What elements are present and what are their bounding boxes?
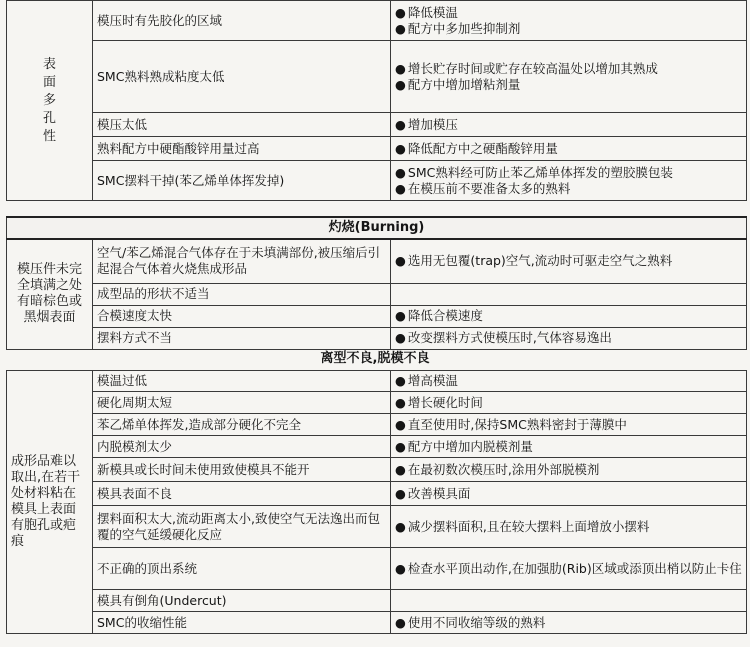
cause-cell: 摆料面积太大,流动距离太小,致使空气无法逸出而包覆的空气延缓硬化反应 [93, 506, 391, 548]
cause-cell: 成型品的形状不适当 [93, 283, 391, 305]
remedy-item: ● SMC熟料经可防止苯乙烯单体挥发的塑胶膜包装 [395, 165, 742, 181]
remedy-item: ● 增长硬化时间 [395, 395, 742, 411]
remedy-item: ● 选用无包覆(trap)空气,流动时可驱走空气之熟料 [395, 253, 742, 269]
remedy-item: ● 直至使用时,保持SMC熟料密封于薄膜中 [395, 417, 742, 433]
porosity-issue-cell: 表 面 多 孔 性 [7, 1, 93, 201]
remedy-cell [391, 305, 747, 327]
cause-cell: 不正确的顶出系统 [93, 548, 391, 590]
cause-cell: SMC熟料熟成粘度太低 [93, 41, 391, 113]
remedy-cell [391, 436, 747, 458]
cause-cell: 模压时有先胶化的区域 [93, 1, 391, 41]
cause-cell: 苯乙烯单体挥发,造成部分硬化不完全 [93, 414, 391, 436]
remedy-item: ● 降低模温 [395, 5, 742, 21]
cause-cell: 空气/苯乙烯混合气体存在于未填满部份,被压缩后引起混合气体着火烧焦成形品 [93, 239, 391, 283]
remedy-item: ● 配方中增加内脱模剂量 [395, 439, 742, 455]
remedy-item: ● 减少摆料面积,且在较大摆料上面增放小摆料 [395, 519, 742, 535]
cause-cell: 模具有倒角(Undercut) [93, 590, 391, 612]
burning-issue-cell: 模压件未完全填满之处有暗棕色或黑烟表面 [7, 239, 93, 349]
remedy-cell [391, 161, 747, 201]
remedy-cell [391, 41, 747, 113]
remedy-cell [391, 414, 747, 436]
remedy-item: ● 在最初数次模压时,涂用外部脱模剂 [395, 462, 742, 478]
remedy-cell [391, 612, 747, 634]
remedy-item: ● 配方中多加些抑制剂 [395, 21, 742, 37]
remedy-cell [391, 239, 747, 283]
remedy-item: ● 使用不同收缩等级的熟料 [395, 615, 742, 631]
remedy-cell [391, 548, 747, 590]
remedy-cell [391, 137, 747, 161]
remedy-item: ● 在模压前不要准备太多的熟料 [395, 181, 742, 197]
cause-cell: 摆料方式不当 [93, 327, 391, 349]
cause-cell: 新模具或长时间未使用致使模具不能开 [93, 458, 391, 482]
remedy-item: ● 降低配方中之硬酯酸锌用量 [395, 141, 742, 157]
remedy-item: ● 检查水平顶出动作,在加强肋(Rib)区域或添顶出梢以防止卡住 [395, 561, 742, 577]
cause-cell: 内脱模剂太少 [93, 436, 391, 458]
remedy-item: ● 增加模压 [395, 117, 742, 133]
remedy-item: ● 改变摆料方式使模压时,气体容易逸出 [395, 330, 742, 346]
remedy-cell [391, 482, 747, 506]
release-issue-cell: 成形品难以取出,在若干处材料粘在模具上表面有胞孔或疤痕 [7, 371, 93, 634]
remedy-cell [391, 458, 747, 482]
cause-cell: 模压太低 [93, 113, 391, 137]
remedy-item: ● 增长贮存时间或贮存在较高温处以增加其熟成 [395, 61, 742, 77]
remedy-cell [391, 327, 747, 349]
remedy-cell [391, 371, 747, 392]
section-title: 灼烧(Burning) [7, 217, 747, 239]
remedy-item: ● 增高模温 [395, 373, 742, 389]
remedy-item: ● 配方中增加增粘剂量 [395, 77, 742, 93]
cause-cell: SMC摆料干掉(苯乙烯单体挥发掉) [93, 161, 391, 201]
porosity-table [6, 0, 747, 201]
cause-cell: 硬化周期太短 [93, 392, 391, 414]
release-table [6, 370, 747, 634]
cause-cell: SMC的收缩性能 [93, 612, 391, 634]
remedy-cell [391, 506, 747, 548]
cause-cell: 合模速度太快 [93, 305, 391, 327]
remedy-cell [391, 1, 747, 41]
cause-cell: 熟料配方中硬酯酸锌用量过高 [93, 137, 391, 161]
remedy-item: ● 改善模具面 [395, 486, 742, 502]
cause-cell: 模温过低 [93, 371, 391, 392]
remedy-cell [391, 283, 747, 305]
remedy-item: ● 降低合模速度 [395, 308, 742, 324]
remedy-cell [391, 392, 747, 414]
cause-cell: 模具表面不良 [93, 482, 391, 506]
section-title: 离型不良,脱模不良 [320, 351, 430, 366]
burning-table [6, 216, 747, 350]
remedy-cell [391, 113, 747, 137]
remedy-cell [391, 590, 747, 612]
